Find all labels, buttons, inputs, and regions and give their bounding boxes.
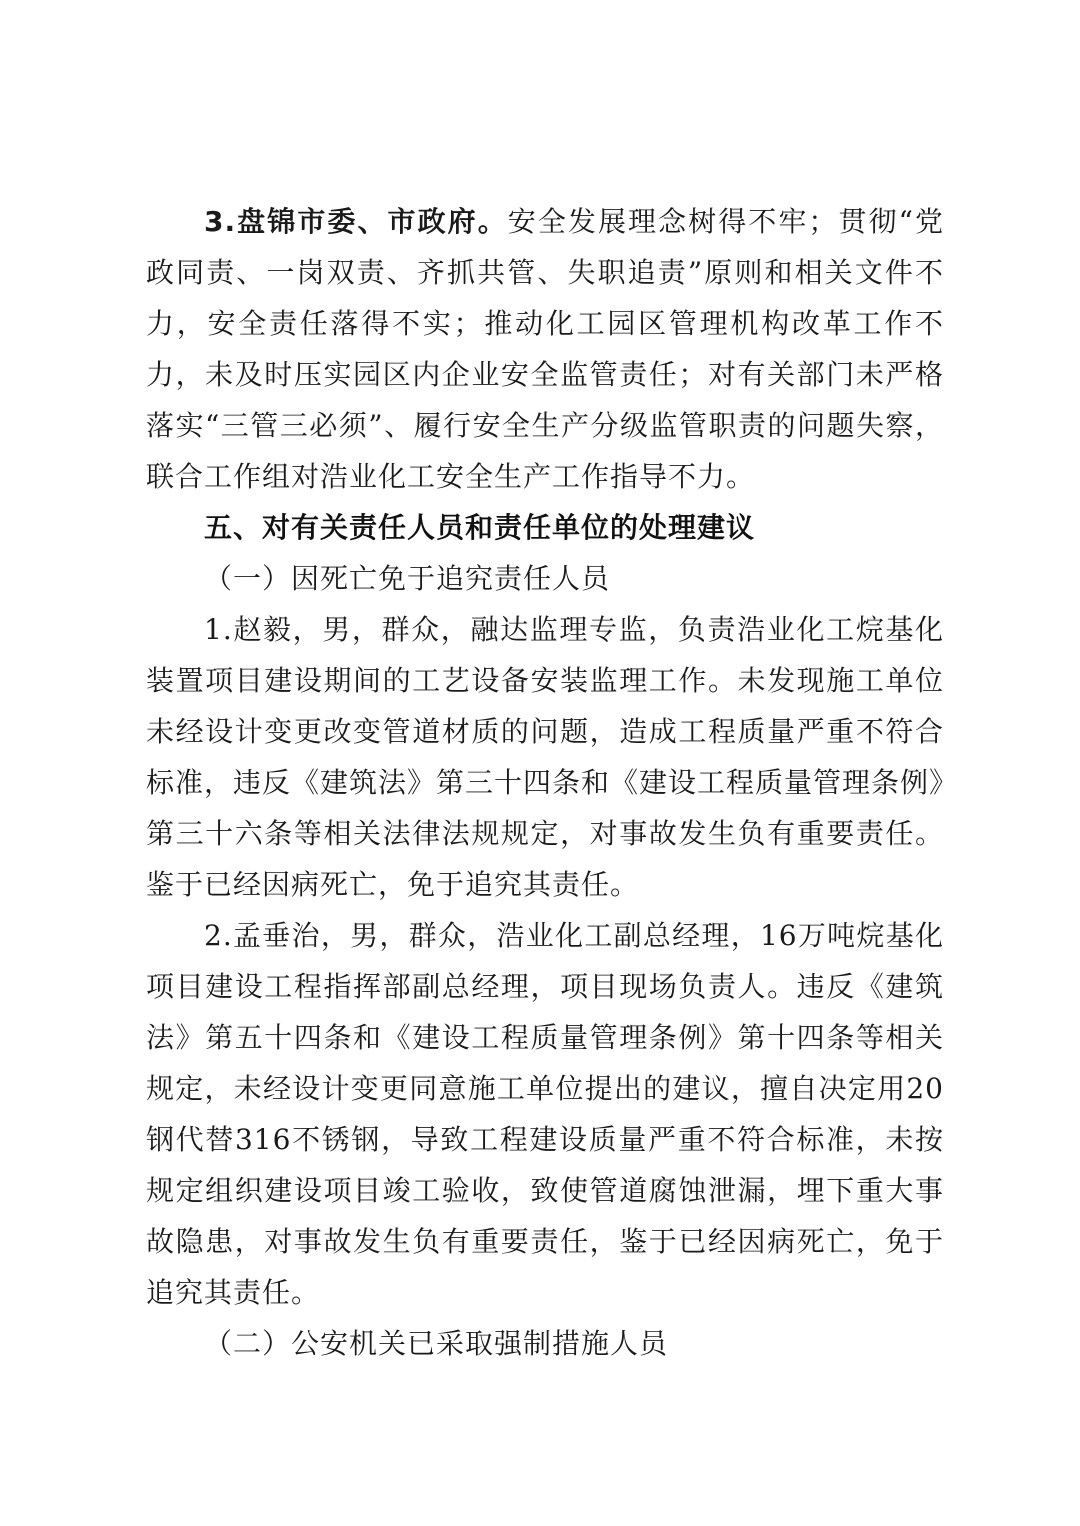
document-body [146, 196, 944, 1369]
paragraph-person-1: 1.赵毅，男，群众，融达监理专监，负责浩业化工烷基化装置项目建设期间的工艺设备安装监理工作。未发现施工单位未经设计变更改变管道材质的问题，造成工程质量严重不符合标准，违反《建筑法》第三十四条和《建设工程质量管理条例》第三十六条等相关法律法规规定，对事故发生负有重要责任。鉴于已经因病死亡，免于追究其责任。 [146, 613, 945, 901]
paragraph-lead: 3.盘锦市委、市政府。 [204, 205, 508, 238]
paragraph-person-2: 2.孟垂治，男，群众，浩业化工副总经理，16万吨烷基化项目建设工程指挥部副总经理，项目现场负责人。违反《建筑法》第五十四条和《建设工程质量管理条例》第十四条等相关规定，未经设计变更同意施工单位提出的建议，擅自决定用20钢代替316不锈钢，导致工程建设质量严重不符合标准，未按规定组织建设项目竣工验收，致使管道腐蚀泄漏，埋下重大事故隐患，对事故发生负有重要责任，鉴于已经因病死亡，免于追究其责任。 [146, 919, 944, 1309]
section-heading: 五、对有关责任人员和责任单位的处理建议 [204, 511, 756, 544]
paragraph-panjin-committee [146, 196, 944, 502]
subsection-heading-detained: （二）公安机关已采取强制措施人员 [204, 1327, 669, 1360]
paragraph-text: 安全发展理念树得不牢；贯彻“党政同责、一岗双责、齐抓共管、失职追责”原则和相关文件不力，安全责任落得不实；推动化工园区管理机构改革工作不力，未及时压实园区内企业安全监管责任；对有关部门未严格落实“三管三必须”、履行安全生产分级监管职责的问题失察，联合工作组对浩业化工安全生产工作指导不力。 [146, 205, 944, 493]
subsection-heading-deceased: （一）因死亡免于追究责任人员 [204, 562, 611, 595]
